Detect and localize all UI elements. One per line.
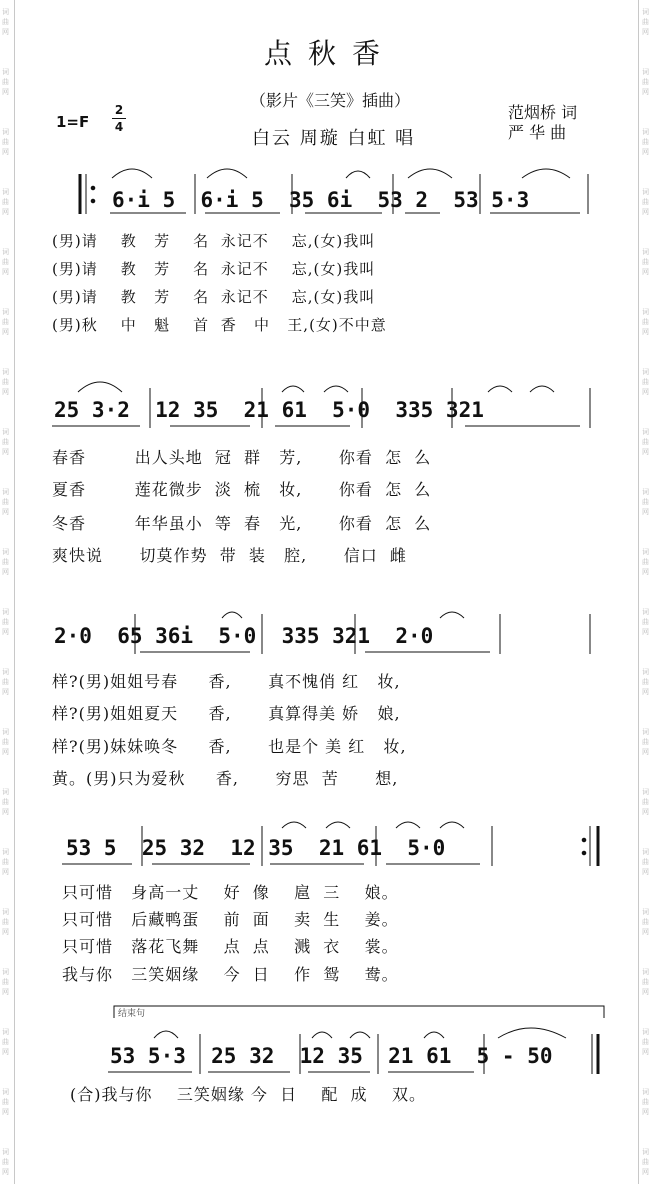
- composer-credit: 严 华 曲: [508, 123, 567, 142]
- watermark-glyph: 网: [642, 1108, 649, 1116]
- lyric-line: 春香 出人头地 冠 群 芳, 你看 怎 么: [52, 448, 432, 467]
- watermark-glyph: 词: [642, 968, 649, 976]
- watermark-glyph: 曲: [2, 858, 9, 866]
- watermark-glyph: 词: [642, 848, 649, 856]
- watermark-glyph: 词: [642, 368, 649, 376]
- watermark-glyph: 网: [2, 268, 9, 276]
- watermark-glyph: 曲: [642, 918, 649, 926]
- watermark-glyph: 曲: [642, 798, 649, 806]
- lyric-line: (合)我与你 三笑姻缘 今 日 配 成 双。: [70, 1085, 426, 1104]
- watermark-glyph: 曲: [642, 738, 649, 746]
- slur: [498, 1028, 566, 1038]
- watermark-glyph: 曲: [642, 198, 649, 206]
- watermark-glyph: 网: [2, 1048, 9, 1056]
- watermark-glyph: 网: [642, 508, 649, 516]
- watermark-glyph: 词: [642, 128, 649, 136]
- watermark-glyph: 曲: [642, 18, 649, 26]
- watermark-glyph: 网: [2, 388, 9, 396]
- slur: [522, 169, 570, 178]
- watermark-glyph: 词: [642, 728, 649, 736]
- lyric-line: 样?(男)妹妹唤冬 香, 也是个 美 红 妆,: [52, 737, 407, 756]
- watermark-glyph: 网: [2, 1108, 9, 1116]
- slur: [488, 386, 512, 392]
- lyric-line: (男)请 教 芳 名 永记不 忘,(女)我叫: [52, 260, 376, 278]
- watermark-glyph: 曲: [642, 498, 649, 506]
- watermark-glyph: 曲: [2, 18, 9, 26]
- notes-system-2: 25 3·2 12 35 21 61 5·0 335 321: [54, 398, 484, 422]
- watermark-glyph: 网: [642, 568, 649, 576]
- lyric-line: 样?(男)姐姐夏天 香, 真算得美 娇 娘,: [52, 704, 401, 723]
- watermark-glyph: 词: [2, 248, 9, 256]
- lyric-line: 样?(男)姐姐号春 香, 真不愧俏 红 妆,: [52, 672, 401, 691]
- watermark-glyph: 词: [642, 1148, 649, 1156]
- watermark-glyph: 网: [2, 448, 9, 456]
- watermark-glyph: 曲: [642, 378, 649, 386]
- watermark-glyph: 词: [2, 128, 9, 136]
- slur: [346, 171, 370, 178]
- lyric-line: 只可惜 后藏鸭蛋 前 面 卖 生 姜。: [62, 910, 399, 929]
- watermark-glyph: 网: [2, 28, 9, 36]
- watermark-glyph: 网: [642, 208, 649, 216]
- watermark-glyph: 词: [642, 428, 649, 436]
- watermark-glyph: 词: [2, 188, 9, 196]
- lyric-line: (男)请 教 芳 名 永记不 忘,(女)我叫: [52, 232, 376, 250]
- watermark-glyph: 曲: [2, 558, 9, 566]
- watermark-glyph: 词: [2, 1088, 9, 1096]
- watermark-glyph: 网: [2, 808, 9, 816]
- watermark-glyph: 网: [642, 628, 649, 636]
- watermark-glyph: 词: [642, 188, 649, 196]
- watermark-glyph: 词: [642, 248, 649, 256]
- watermark-glyph: 词: [2, 968, 9, 976]
- slur: [530, 386, 554, 392]
- watermark-glyph: 网: [2, 868, 9, 876]
- watermark-glyph: 词: [2, 608, 9, 616]
- watermark-glyph: 词: [2, 1148, 9, 1156]
- watermark-glyph: 曲: [642, 618, 649, 626]
- slur: [408, 169, 452, 178]
- watermark-glyph: 词: [642, 8, 649, 16]
- watermark-glyph: 词: [2, 548, 9, 556]
- watermark-glyph: 曲: [642, 258, 649, 266]
- watermark-glyph: 曲: [2, 618, 9, 626]
- watermark-glyph: 网: [2, 988, 9, 996]
- watermark-glyph: 网: [642, 268, 649, 276]
- watermark-glyph: 词: [2, 668, 9, 676]
- watermark-glyph: 词: [642, 668, 649, 676]
- watermark-glyph: 词: [642, 548, 649, 556]
- watermark-glyph: 曲: [642, 558, 649, 566]
- watermark-glyph: 词: [642, 788, 649, 796]
- slur: [440, 612, 464, 618]
- watermark-glyph: 曲: [642, 438, 649, 446]
- slur: [222, 612, 242, 618]
- watermark-glyph: 网: [2, 508, 9, 516]
- watermark-glyph: 词: [642, 68, 649, 76]
- watermark-glyph: 词: [2, 1028, 9, 1036]
- watermark-glyph: 词: [642, 1028, 649, 1036]
- watermark-glyph: 曲: [2, 1098, 9, 1106]
- song-subtitle: （影片《三笑》插曲）: [249, 91, 410, 110]
- watermark-glyph: 网: [642, 1168, 649, 1176]
- watermark-glyph: 网: [2, 748, 9, 756]
- slur: [154, 1031, 178, 1038]
- notes-system-5: 53 5·3 25 32 12 35 21 61 5 - 50: [110, 1044, 553, 1068]
- repeat-dot: [91, 199, 95, 203]
- key-signature: 1=F: [56, 113, 90, 131]
- watermark-glyph: 曲: [2, 918, 9, 926]
- watermark-glyph: 曲: [2, 258, 9, 266]
- watermark-glyph: 曲: [2, 798, 9, 806]
- watermark-glyph: 曲: [2, 498, 9, 506]
- watermark-glyph: 曲: [2, 678, 9, 686]
- watermark-glyph: 曲: [2, 1038, 9, 1046]
- watermark-glyph: 网: [642, 868, 649, 876]
- watermark-glyph: 曲: [642, 1038, 649, 1046]
- watermark-glyph: 网: [642, 928, 649, 936]
- watermark-glyph: 词: [2, 368, 9, 376]
- watermark-glyph: 曲: [2, 138, 9, 146]
- ending-label: 结束句: [118, 1009, 146, 1019]
- watermark-glyph: 网: [642, 1048, 649, 1056]
- watermark-glyph: 网: [2, 88, 9, 96]
- watermark-glyph: 曲: [2, 78, 9, 86]
- watermark-glyph: 网: [642, 28, 649, 36]
- lyric-line: 爽快说 切莫作势 带 装 腔, 信口 雌: [52, 546, 407, 565]
- ending-bracket: [114, 1006, 604, 1018]
- watermark-glyph: 网: [642, 88, 649, 96]
- lyric-line: (男)秋 中 魁 首 香 中 王,(女)不中意: [52, 316, 387, 334]
- watermark-glyph: 曲: [642, 678, 649, 686]
- meter-top: 2: [114, 103, 124, 117]
- watermark-glyph: 网: [642, 988, 649, 996]
- watermark-glyph: 曲: [2, 1158, 9, 1166]
- watermark-glyph: 曲: [2, 318, 9, 326]
- watermark-glyph: 词: [2, 908, 9, 916]
- slur: [282, 822, 306, 828]
- singers: 白云 周璇 白虹 唱: [252, 128, 416, 149]
- slur: [207, 169, 247, 178]
- watermark-glyph: 曲: [642, 138, 649, 146]
- repeat-dot: [582, 838, 586, 842]
- watermark-glyph: 词: [2, 68, 9, 76]
- watermark-glyph: 曲: [2, 198, 9, 206]
- meter-bottom: 4: [114, 120, 124, 134]
- notes-system-1: 6·i 5 6·i 5 35 6i 53 2 53 5·3: [112, 188, 530, 212]
- watermark-glyph: 网: [642, 688, 649, 696]
- watermark-glyph: 网: [642, 448, 649, 456]
- lyric-line: (男)请 教 芳 名 永记不 忘,(女)我叫: [52, 288, 376, 306]
- slur: [78, 382, 122, 392]
- watermark-glyph: 词: [642, 1088, 649, 1096]
- lyric-line: 我与你 三笑姻缘 今 日 作 鸳 鸯。: [62, 965, 399, 984]
- slur: [396, 822, 420, 828]
- watermark-glyph: 曲: [642, 858, 649, 866]
- watermark-glyph: 词: [2, 728, 9, 736]
- watermark-glyph: 曲: [642, 318, 649, 326]
- slur: [324, 386, 348, 392]
- repeat-dot: [582, 851, 586, 855]
- watermark-glyph: 网: [642, 328, 649, 336]
- watermark-glyph: 曲: [2, 738, 9, 746]
- watermark-glyph: 词: [2, 8, 9, 16]
- watermark-glyph: 网: [2, 628, 9, 636]
- lyricist-credit: 范烟桥 词: [508, 103, 578, 122]
- watermark-glyph: 曲: [2, 378, 9, 386]
- watermark-glyph: 曲: [2, 978, 9, 986]
- watermark-glyph: 网: [2, 148, 9, 156]
- slur: [282, 386, 304, 392]
- watermark-glyph: 曲: [642, 78, 649, 86]
- slur: [326, 822, 350, 828]
- watermark-glyph: 曲: [2, 438, 9, 446]
- notes-system-3: 2·0 65 36i 5·0 335 321 2·0: [54, 624, 434, 648]
- watermark-glyph: 网: [2, 568, 9, 576]
- watermark-glyph: 词: [2, 308, 9, 316]
- watermark-glyph: 词: [2, 428, 9, 436]
- lyric-line: 只可惜 身高一丈 好 像 扈 三 娘。: [62, 883, 399, 902]
- slur: [350, 1032, 370, 1038]
- watermark-glyph: 网: [2, 688, 9, 696]
- watermark-glyph: 词: [2, 848, 9, 856]
- slur: [312, 1032, 332, 1038]
- repeat-dot: [91, 186, 95, 190]
- watermark-glyph: 网: [2, 928, 9, 936]
- slur: [424, 1032, 444, 1038]
- watermark-glyph: 网: [2, 1168, 9, 1176]
- watermark-glyph: 网: [642, 748, 649, 756]
- watermark-glyph: 词: [642, 608, 649, 616]
- watermark-glyph: 词: [2, 488, 9, 496]
- lyric-line: 夏香 莲花微步 淡 梳 妆, 你看 怎 么: [52, 480, 432, 499]
- watermark-glyph: 网: [642, 148, 649, 156]
- watermark-glyph: 词: [642, 308, 649, 316]
- watermark-glyph: 词: [642, 488, 649, 496]
- watermark-glyph: 词: [2, 788, 9, 796]
- lyric-line: 只可惜 落花飞舞 点 点 溅 衣 裳。: [62, 937, 399, 956]
- lyric-line: 冬香 年华虽小 等 春 光, 你看 怎 么: [52, 514, 432, 533]
- watermark-glyph: 网: [642, 388, 649, 396]
- watermark-glyph: 曲: [642, 1158, 649, 1166]
- watermark-glyph: 词: [642, 908, 649, 916]
- lyric-line: 黄。(男)只为爱秋 香, 穷思 苦 想,: [52, 769, 399, 788]
- watermark-glyph: 曲: [642, 1098, 649, 1106]
- watermark-glyph: 曲: [642, 978, 649, 986]
- watermark-glyph: 网: [642, 808, 649, 816]
- watermark-glyph: 网: [2, 328, 9, 336]
- song-title: 点秋香: [263, 37, 396, 70]
- notes-system-4: 53 5 25 32 12 35 21 61 5·0: [66, 836, 446, 860]
- slur: [112, 169, 152, 178]
- watermark-glyph: 网: [2, 208, 9, 216]
- slur: [440, 822, 464, 828]
